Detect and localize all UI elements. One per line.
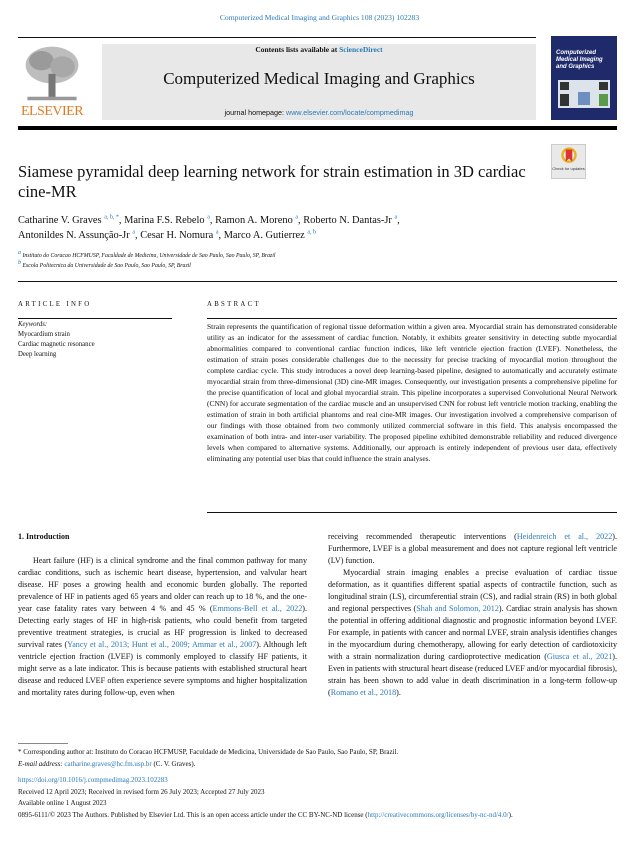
- paragraph-text: Myocardial strain imaging enables a precise evaluation of cardiac tissue deformation, as it quantifies different spatial aspects of contractile function, such as longitudinal strain (LS), circumferential strain (CS), and radial strain (RS) in both global and regional perspectives (: [328, 568, 617, 613]
- author-name[interactable]: Ramon A. Moreno: [215, 215, 293, 226]
- license-suffix: ).: [508, 810, 513, 819]
- author-name[interactable]: Antonildes N. Assunção-Jr: [18, 230, 130, 241]
- journal-reference-link[interactable]: Computerized Medical Imaging and Graphics 108 (2023) 102283: [219, 13, 420, 22]
- keywords-label: Keywords:: [18, 321, 48, 328]
- paragraph-text: ). Even in patients with structural heart disease (reduced LVEF and/or myocardial fibrosis), strain has been shown to add value in death discrimination in a long-term follow-up (: [328, 652, 617, 697]
- keyword: Myocardium strain: [18, 331, 70, 338]
- divider: [18, 37, 536, 38]
- license-link[interactable]: http://creativecommons.org/licenses/by-nc-nd/4.0/: [367, 810, 509, 819]
- author-separator: ,: [218, 230, 224, 241]
- divider: [207, 318, 617, 319]
- citation-link[interactable]: Heidenreich et al., 2022: [516, 532, 613, 541]
- publisher-logo-text: ELSEVIER: [20, 104, 84, 119]
- homepage-link[interactable]: www.elsevier.com/locate/compmedimag: [286, 108, 414, 117]
- journal-title: Computerized Medical Imaging and Graphics: [163, 69, 475, 88]
- email-suffix: (C. V. Graves).: [151, 760, 196, 768]
- keywords-block: [18, 320, 95, 360]
- author-name[interactable]: Marco A. Gutierrez: [223, 230, 305, 241]
- author-name[interactable]: Roberto N. Dantas-Jr: [303, 215, 392, 226]
- section-heading-introduction: 1. Introduction: [18, 532, 70, 541]
- footnote-divider: [18, 743, 68, 744]
- divider: [18, 318, 172, 319]
- citation-link[interactable]: Romano et al., 2018: [330, 688, 397, 697]
- paragraph-text: ). Furthermore, LVEF is a global measurement and does not capture regional left ventricle (LV) function.: [328, 532, 617, 565]
- paragraph: [18, 555, 307, 699]
- cover-title: Computerized Medical Imaging and Graphics: [556, 50, 603, 70]
- received-dates: Received 12 April 2023; Received in revised form 26 July 2023; Accepted 27 July 2023: [18, 787, 265, 796]
- intro-left-column: [18, 555, 307, 699]
- author-name[interactable]: Catharine V. Graves: [18, 215, 102, 226]
- citation-link[interactable]: Shah and Solomon, 2012: [416, 604, 499, 613]
- affiliation-mark: b: [18, 260, 21, 267]
- author-name[interactable]: Marina F.S. Rebelo: [124, 215, 205, 226]
- citation-link[interactable]: Yancy et al., 2013; Hunt et al., 2009; Ammar et al., 2007: [67, 640, 257, 649]
- doi-link[interactable]: https://doi.org/10.1016/j.compmedimag.2023.102283: [18, 776, 168, 784]
- article-info-heading: ARTICLE INFO: [18, 301, 92, 308]
- corresponding-footnote: * Corresponding author at: Instituto do Coracao HCFMUSP, Faculdade de Medicina, Universidade de Sao Paulo, Sao Paulo, SP, Brazil.: [18, 748, 399, 756]
- affiliation-a: [18, 252, 276, 260]
- header-divider: [18, 126, 617, 130]
- intro-right-column: [328, 531, 617, 699]
- affiliation-text: Escola Politecnica da Universidade de Sao Paulo, Sao Paulo, SP, Brazil: [22, 263, 191, 269]
- citation-link[interactable]: Giusca et al., 2021: [546, 652, 613, 661]
- citation-link[interactable]: Emmons-Bell et al., 2022: [212, 604, 303, 613]
- author-separator: ,: [134, 230, 141, 241]
- article-meta: [18, 775, 618, 821]
- abstract-text: Strain represents the quantification of regional tissue deformation within a given area. Myocardial strain has demonstrated considerable utility as an indicator for the assessment of cardiac function. Notably, it exhibits greater sensitivity in detecting subtle myocardial abnormalities compared to conventional cardiac function indices, like left ventricle ejection fraction (LVEF). Nonetheless, the estimation of strain poses considerable challenges due to the necessity for precise tracking of myocardial motion throughout the complete cardiac cycle. This study introduces a novel deep learning-based pipeline, designed to automatically and accurately estimate myocardial strain from three-dimensional (3D) cine-MR images. Consequently, our investigation presents a comprehensive pipeline for the precise quantification of local and global myocardial strain. This pipeline incorporates a supervised Convolutional Neural Network (CNN) for accurate segmentation of the cardiac muscle and an unsupervised CNN for robust left ventricle motion tracking, enabling the estimation of strain in both artificial phantoms and real cine-MR images. Our investigation involved a comprehensive comparison of our findings with those obtained from two commonly utilized commercial software in this field. This analysis encompassed the examination of both intra- and inter-user variability. The proposed pipeline exhibited demonstrable reliability and reduced divergence levels when compared to alternative systems. Additionally, our approach is entirely independent of previous user data, effectively eliminating any potential user bias that could influence the strain analyses.: [207, 322, 617, 463]
- author-separator: ,: [209, 215, 216, 226]
- cover-image: [558, 80, 610, 108]
- keyword: Cardiac magnetic resonance: [18, 341, 95, 348]
- article-title: Siamese pyramidal deep learning network for strain estimation in 3D cardiac cine-MR: [18, 162, 526, 201]
- email-footnote: [18, 759, 195, 769]
- check-for-updates-button[interactable]: [551, 144, 586, 179]
- keyword: Deep learning: [18, 351, 57, 358]
- author-affiliation-mark[interactable]: a, b: [307, 229, 317, 236]
- paragraph-text: Heart failure (HF) is a clinical syndrome and the final common pathway for many cardiac conditions, such as ischemic heart disease, hypertension, and valvular heart disease. HF poses a growing health and economic burden globally. The reported prevalence of HF in patients aged 65 years and older can reach up to 18 %, and the one-year case fatality rates vary between 4 % and 45 % (: [18, 556, 307, 613]
- check-updates-label: Check for updates: [552, 165, 585, 171]
- affiliation-mark: a: [18, 250, 21, 257]
- bookmark-icon: [560, 147, 578, 165]
- author-separator: ,: [397, 215, 400, 226]
- author-affiliation-mark[interactable]: a: [394, 214, 398, 221]
- license-prefix: 0895-6111/© 2023 The Authors. Published by Elsevier Ltd. This is an open access article under the CC BY-NC-ND license (: [18, 810, 368, 819]
- author-name[interactable]: Cesar H. Nomura: [140, 230, 214, 241]
- tree-icon: [22, 44, 82, 102]
- journal-banner: [102, 44, 536, 120]
- contents-prefix: Contents lists available at: [255, 45, 340, 54]
- elsevier-logo[interactable]: [18, 44, 86, 120]
- author-affiliation-mark[interactable]: a: [215, 229, 219, 236]
- affiliation-b: [18, 262, 191, 270]
- paragraph-text: ). Cardiac strain analysis has shown the potential in offering additional diagnostic and prognostic information beyond LVEF. For example, in patients with cancer and normal LVEF, strain analysis identifies changes in the myocardium during chemotherapy, allowing for early detection of cardiotoxicity with a strain normalization during cardioprotective medication (: [328, 604, 617, 661]
- contents-line: [102, 45, 536, 55]
- divider: [207, 512, 617, 513]
- author-affiliation-mark[interactable]: a, b, *: [104, 214, 119, 221]
- divider: [18, 281, 617, 282]
- license-line: [18, 810, 618, 822]
- paragraph: [328, 567, 617, 699]
- author-separator: ,: [118, 215, 125, 226]
- paragraph: [328, 531, 617, 567]
- author-affiliation-mark[interactable]: a: [132, 229, 135, 236]
- author-separator: ,: [298, 215, 304, 226]
- abstract-heading: ABSTRACT: [207, 301, 261, 308]
- paragraph-text: receiving recommended therapeutic interventions (: [328, 532, 517, 541]
- paragraph-text: ).: [396, 688, 401, 697]
- author-affiliation-mark[interactable]: a: [295, 214, 299, 221]
- author-affiliation-mark[interactable]: a: [207, 214, 210, 221]
- paragraph-text: ). Detecting early stages of HF in high-risk patients, who could benefit from targeted preventive treatment strategies, is crucial as HF progression is linked to decreased survival rates (: [18, 604, 307, 649]
- homepage-line: [102, 108, 536, 118]
- email-label: E-mail address:: [18, 760, 65, 768]
- journal-cover[interactable]: [551, 36, 617, 120]
- available-online: Available online 1 August 2023: [18, 799, 107, 807]
- affiliation-text: Instituto do Coracao HCFMUSP, Faculdade de Medicina, Universidade de Sao Paulo, Sao Paulo, SP, Brazil: [22, 253, 276, 259]
- paragraph-text: ). Although left ventricle ejection fraction (LVEF) is commonly employed to classify HF patients, it might serve as a late indicator. This is because patients with established structural heart disease and reduced LVEF often experience severe symptoms and higher hospitalization and mortality rates during follow-up, even when: [18, 640, 307, 697]
- sciencedirect-link[interactable]: ScienceDirect: [339, 45, 383, 54]
- email-link[interactable]: catharine.graves@hc.fm.usp.br: [64, 760, 152, 768]
- author-list: [18, 213, 618, 243]
- homepage-prefix: journal homepage:: [224, 108, 287, 117]
